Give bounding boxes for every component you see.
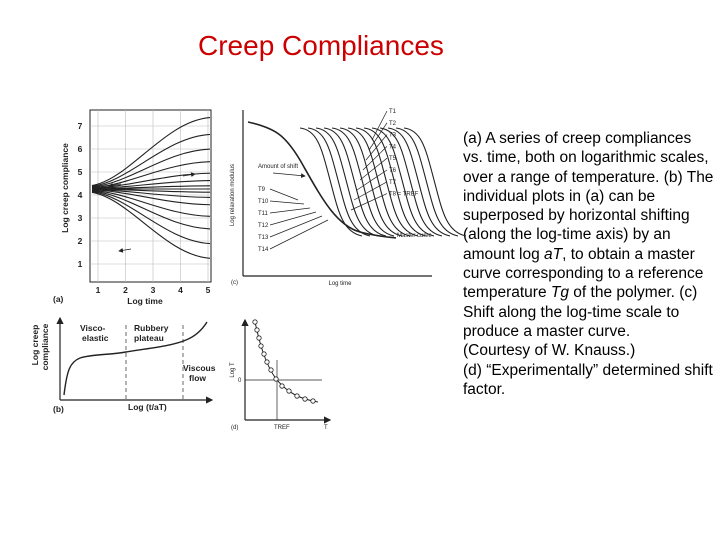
- panel-b: [30, 318, 216, 414]
- leader-line: [363, 146, 387, 170]
- panel-c-xlabel: Log time: [328, 281, 352, 287]
- panel-c-label: (c): [231, 280, 238, 286]
- panel-d-ylabel: Log T: [230, 362, 236, 378]
- relaxation-curve: [396, 128, 458, 236]
- page-title: Creep Compliances: [198, 30, 444, 61]
- temperature-label: T9: [258, 187, 266, 193]
- data-point: [255, 328, 259, 332]
- y-tick-label: 6: [77, 144, 83, 154]
- panel-b-ylabel-1: Log creep: [30, 324, 40, 366]
- y-tick-label: 2: [77, 236, 83, 246]
- leader-line: [270, 208, 310, 213]
- panel-c-temps-right: [389, 109, 419, 198]
- data-point: [259, 344, 263, 348]
- data-point: [265, 360, 269, 364]
- relaxation-curve: [388, 128, 450, 236]
- temperature-label: T6: [389, 168, 397, 174]
- data-point: [257, 336, 261, 340]
- panel-b-xlabel: Log (t/aT): [128, 402, 167, 412]
- panel-c-ylabel: Log relaxation modulus: [230, 163, 236, 227]
- leader-line: [270, 216, 322, 237]
- panel-d-xend: T: [324, 425, 328, 431]
- panel-b-region-1b: elastic: [82, 333, 109, 343]
- data-point: [280, 384, 284, 388]
- data-point: [287, 389, 291, 393]
- panel-a-x-ticks: [96, 285, 211, 295]
- panel-b-ylabel-2: compliance: [40, 323, 50, 371]
- temperature-label: T7: [389, 179, 397, 186]
- data-point: [311, 399, 315, 403]
- y-tick-label: 4: [77, 190, 83, 200]
- panel-a-ylabel: Log creep compliance: [60, 143, 70, 233]
- panel-a-xlabel: Log time: [127, 296, 163, 306]
- panel-b-region-2: Rubbery: [134, 323, 169, 333]
- y-tick-label: 3: [77, 213, 83, 223]
- panel-b-region-3: Viscous: [183, 363, 216, 373]
- x-tick-label: 4: [178, 285, 183, 295]
- temperature-label: T2: [389, 120, 397, 127]
- temperature-label: T10: [258, 199, 269, 205]
- caption-main: (a) A series of creep compliances vs. time, both on logarithmic scales, over a range of temperature. (b) The individual plots in (a) can be superposed by horizontal shifting (along the log-time axis) by an amount log aT, to obtain a master curve corresponding to a reference temperature Tg of the polymer. (c) Shift along the log-time scale to produce a master curve.: [463, 130, 714, 340]
- relaxation-curve: [404, 128, 466, 236]
- panel-d-points: [253, 320, 315, 403]
- panel-c: [230, 109, 466, 287]
- temperature-label: T8 = TREF: [389, 191, 419, 198]
- relaxation-curve: [300, 128, 362, 236]
- temperature-label: T5: [389, 156, 397, 163]
- data-point: [295, 394, 299, 398]
- y-tick-label: 5: [77, 167, 83, 177]
- panel-b-label: (b): [53, 404, 64, 414]
- temperature-label: T4: [389, 144, 397, 151]
- panel-a-label: (a): [53, 294, 64, 304]
- leader-line: [270, 189, 298, 200]
- temperature-label: T13: [258, 235, 269, 241]
- panel-c-amount-of-shift: Amount of shift: [258, 164, 299, 170]
- leader-line: [351, 194, 387, 210]
- panel-d-xref: TREF: [274, 425, 290, 431]
- panel-b-region-2b: plateau: [134, 333, 164, 343]
- y-tick-label: 7: [77, 121, 83, 131]
- relaxation-curve: [332, 128, 394, 236]
- panel-c-shift-arrow: [273, 173, 305, 176]
- temperature-label: T14: [258, 247, 269, 253]
- data-point: [253, 320, 257, 324]
- panel-d: [230, 320, 330, 431]
- x-tick-label: 2: [123, 285, 128, 295]
- data-point: [262, 352, 266, 356]
- caption-part-d: (d) “Experimentally” determined shift factor.: [463, 361, 713, 398]
- x-tick-label: 3: [150, 285, 156, 295]
- panel-d-label: (d): [231, 425, 239, 431]
- leader-line: [270, 212, 316, 225]
- x-tick-label: 1: [95, 285, 101, 295]
- panel-c-master-label: Master curve: [397, 233, 432, 239]
- panel-b-region-1: Visco-: [80, 323, 106, 333]
- data-point: [303, 397, 307, 401]
- leader-line: [270, 220, 328, 249]
- temperature-label: T11: [258, 211, 268, 217]
- y-tick-label: 1: [77, 259, 83, 269]
- temperature-label: T12: [258, 223, 269, 229]
- panel-c-curves: [300, 128, 466, 236]
- panel-a-y-ticks: [78, 121, 83, 269]
- leader-line: [354, 182, 387, 200]
- data-point: [274, 377, 278, 381]
- relaxation-curve: [324, 128, 386, 236]
- data-point: [269, 368, 273, 372]
- panel-c-master-curve: [248, 122, 396, 238]
- caption-courtesy: (Courtesy of W. Knauss.): [463, 342, 636, 360]
- panel-b-region-3b: flow: [189, 373, 206, 383]
- relaxation-curve: [372, 128, 434, 236]
- panel-a: [53, 110, 211, 306]
- leader-line: [372, 111, 387, 140]
- temperature-label: T1: [389, 109, 397, 115]
- panel-d-origin: 0: [238, 378, 242, 384]
- leader-line: [270, 201, 304, 204]
- temperature-label: T3: [389, 132, 397, 139]
- panel-c-temps-left: [258, 187, 269, 253]
- x-tick-label: 5: [205, 285, 211, 295]
